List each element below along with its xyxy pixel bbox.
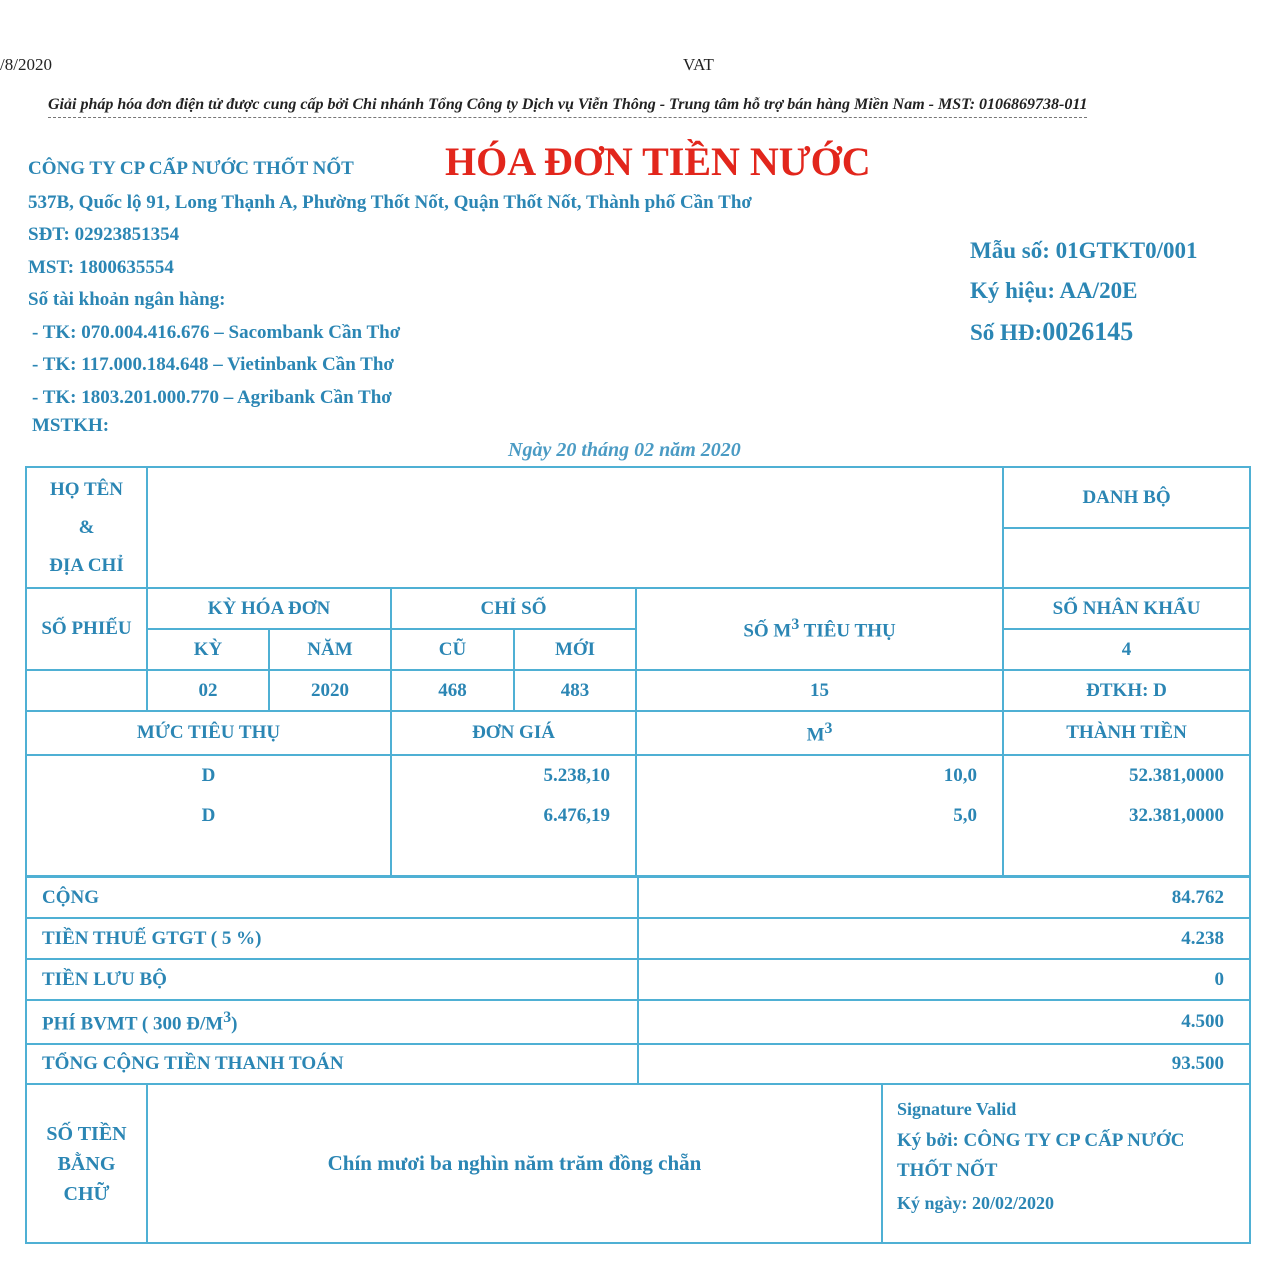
so-phieu-value <box>26 670 147 711</box>
cong-label: CỘNG <box>26 877 638 918</box>
line-2-m3: 5,0 <box>636 796 1003 836</box>
m3-value: 15 <box>636 670 1003 711</box>
vat-tax-label: TIỀN THUẾ GTGT ( 5 %) <box>26 918 638 959</box>
signature-signed-by-2: THỐT NỐT <box>897 1160 998 1181</box>
invoice-date: Ngày 20 tháng 02 năm 2020 <box>508 439 741 461</box>
line-1-muc: D <box>26 755 391 796</box>
line-spacer <box>391 836 636 876</box>
invoice-number-value: 0026145 <box>1042 317 1134 346</box>
nhan-khau-value: 4 <box>1003 629 1250 670</box>
bvmt-label: PHÍ BVMT ( 300 $Đ/M^3$) <box>26 1000 638 1044</box>
signature-block <box>882 1084 1250 1243</box>
words-label: SỐ TIỀN BẰNG CHỮ <box>26 1084 147 1243</box>
don-gia-header: ĐƠN GIÁ <box>391 711 636 755</box>
cu-label: CŨ <box>391 629 514 670</box>
nam-label: NĂM <box>269 629 391 670</box>
line-1-thanh-tien: 52.381,0000 <box>1003 755 1250 796</box>
so-nhan-khau-label: SỐ NHÂN KHẨU <box>1003 588 1250 629</box>
bank-account-1: - TK: 070.004.416.676 – Sacombank Cần Thơ <box>32 322 401 343</box>
chi-so-label: CHỈ SỐ <box>391 588 636 629</box>
vat-tax-value: 4.238 <box>638 918 1250 959</box>
line-1-m3: 10,0 <box>636 755 1003 796</box>
provider-note: Giải pháp hóa đơn điện tử được cung cấp bởi Chi nhánh Tổng Công ty Dịch vụ Viễn Thông - Trung tâm hỗ trợ bán hàng Miền Nam - MST: 0106869738-011 <box>48 96 1087 118</box>
line-2-muc: D <box>26 796 391 836</box>
line-spacer <box>26 836 391 876</box>
name-address-value <box>147 467 1003 588</box>
nam-value: 2020 <box>269 670 391 711</box>
m3-header: $M^3$ <box>636 711 1003 755</box>
line-spacer <box>1003 836 1250 876</box>
tong-value: 93.500 <box>638 1044 1250 1084</box>
ky-hoa-don-label: KỲ HÓA ĐƠN <box>147 588 391 629</box>
bank-account-2: - TK: 117.000.184.648 – Vietinbank Cần Thơ <box>32 354 394 375</box>
signature-signed-by: Ký bởi: CÔNG TY CP CẤP NƯỚC <box>897 1130 1185 1151</box>
line-2-don-gia: 6.476,19 <box>391 796 636 836</box>
name-address-label: HỌ TÊN & ĐỊA CHỈ <box>26 467 147 588</box>
tong-label: TỔNG CỘNG TIỀN THANH TOÁN <box>26 1044 638 1084</box>
cu-value: 468 <box>391 670 514 711</box>
totals-table <box>25 876 1251 1085</box>
invoice-table <box>25 466 1251 877</box>
form-number: Mẫu số: 01GTKT0/001 <box>970 238 1198 263</box>
amount-in-words: Chín mươi ba nghìn năm trăm đồng chẵn <box>147 1084 882 1243</box>
signature-date: Ký ngày: 20/02/2020 <box>897 1193 1055 1213</box>
dtkh-value: ĐTKH: D <box>1003 670 1250 711</box>
danh-bo-value <box>1003 528 1250 588</box>
danh-bo-label: DANH BỘ <box>1003 467 1250 528</box>
invoice-title: HÓA ĐƠN TIỀN NƯỚC <box>445 139 871 184</box>
bank-account-3: - TK: 1803.201.000.770 – Agribank Cần Thơ <box>32 387 392 408</box>
customer-tax-label: MSTKH: <box>32 415 110 436</box>
company-phone: SĐT: 02923851354 <box>28 224 180 245</box>
words-signature-table <box>25 1083 1251 1244</box>
ky-value: 02 <box>147 670 269 711</box>
bvmt-value: 4.500 <box>638 1000 1250 1044</box>
line-2-thanh-tien: 32.381,0000 <box>1003 796 1250 836</box>
cong-value: 84.762 <box>638 877 1250 918</box>
company-address: 537B, Quốc lộ 91, Long Thạnh A, Phường Thốt Nốt, Quận Thốt Nốt, Thành phố Cần Thơ <box>28 192 752 213</box>
print-date: /8/2020 <box>0 55 52 74</box>
company-tax-id: MST: 1800635554 <box>28 257 174 278</box>
signature-status: Signature Valid <box>897 1099 1017 1119</box>
muc-tieu-thu-header: MỨC TIÊU THỤ <box>26 711 391 755</box>
bank-label: Số tài khoản ngân hàng: <box>28 289 226 310</box>
company-name: CÔNG TY CP CẤP NƯỚC THỐT NỐT <box>28 158 354 179</box>
ky-label: KỲ <box>147 629 269 670</box>
moi-label: MỚI <box>514 629 636 670</box>
so-phieu-label: SỐ PHIẾU <box>26 588 147 670</box>
so-m3-label: SỐ $M^3$ TIÊU THỤ <box>636 588 1003 670</box>
moi-value: 483 <box>514 670 636 711</box>
luu-bo-label: TIỀN LƯU BỘ <box>26 959 638 1000</box>
luu-bo-value: 0 <box>638 959 1250 1000</box>
vat-label: VAT <box>683 55 714 74</box>
invoice-symbol: Ký hiệu: AA/20E <box>970 278 1138 303</box>
line-1-don-gia: 5.238,10 <box>391 755 636 796</box>
invoice-number <box>970 317 1133 347</box>
line-spacer <box>636 836 1003 876</box>
invoice-number-label: Số HĐ: <box>970 320 1043 345</box>
thanh-tien-header: THÀNH TIỀN <box>1003 711 1250 755</box>
